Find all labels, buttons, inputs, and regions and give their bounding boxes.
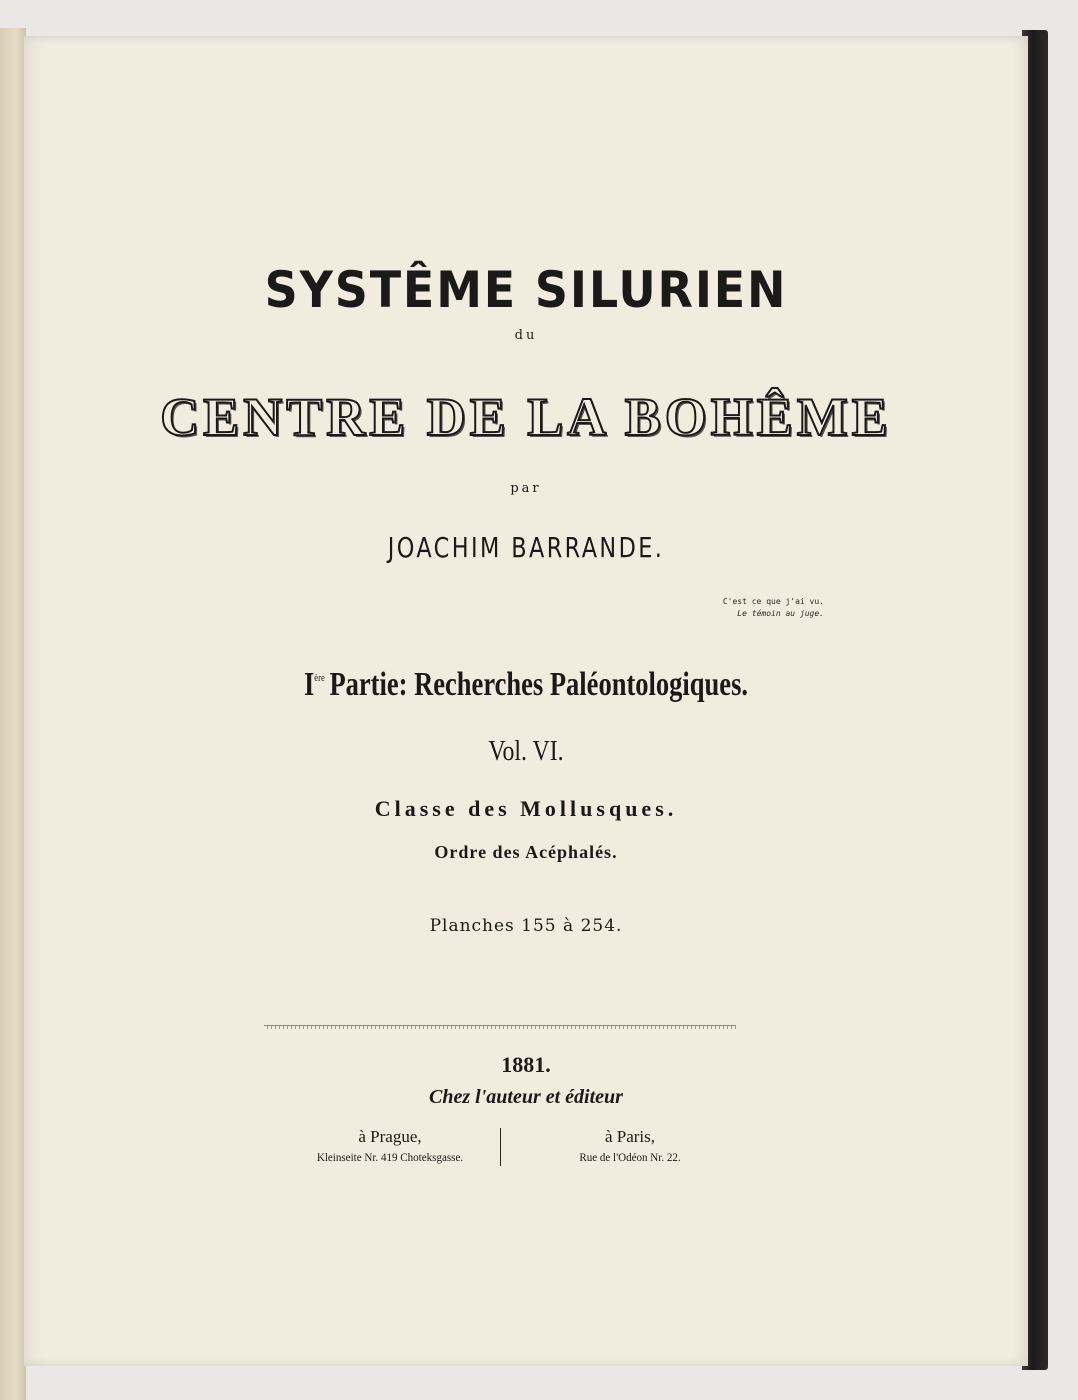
publication-year: 1881. [501,1052,551,1077]
book-title: SYSTÊME SILURIEN [264,261,788,319]
column-divider [500,1128,501,1166]
planches-range: Planches 155 à 254. [429,916,623,936]
decorative-rule [264,1025,736,1029]
par-label: par [510,481,542,496]
title-page [24,36,1028,1366]
classe-heading: Classe des Mollusques. [374,796,678,821]
book-subtitle: CENTRE DE LA BOHÊME [160,387,892,447]
part-text: Partie: Recherches Paléontologiques. [329,666,749,703]
book-edge-left [0,28,26,1400]
publisher-line: Chez l'auteur et éditeur [429,1086,623,1108]
part-heading [134,666,917,704]
location-paris [510,1126,750,1166]
city-prague: à Prague, [358,1127,422,1146]
city-paris: à Paris, [604,1127,656,1146]
address-prague: Kleinseite Nr. 419 Choteksgasse. [316,1150,464,1164]
location-prague [270,1126,510,1166]
author-name: JOACHIM BARRANDE. [387,531,665,564]
address-paris: Rue de l'Odéon Nr. 22. [579,1150,681,1164]
du-label: du [514,328,538,343]
ordre-heading: Ordre des Acéphalés. [434,842,618,862]
epigraph-line-1: C'est ce que j'ai vu. [722,597,824,606]
part-superscript: ère [314,672,325,684]
epigraph [644,596,824,620]
part-number: I [303,666,315,703]
epigraph-line-2: Le témoin au juge. [737,609,824,618]
volume-label: Vol. VI. [488,736,564,767]
